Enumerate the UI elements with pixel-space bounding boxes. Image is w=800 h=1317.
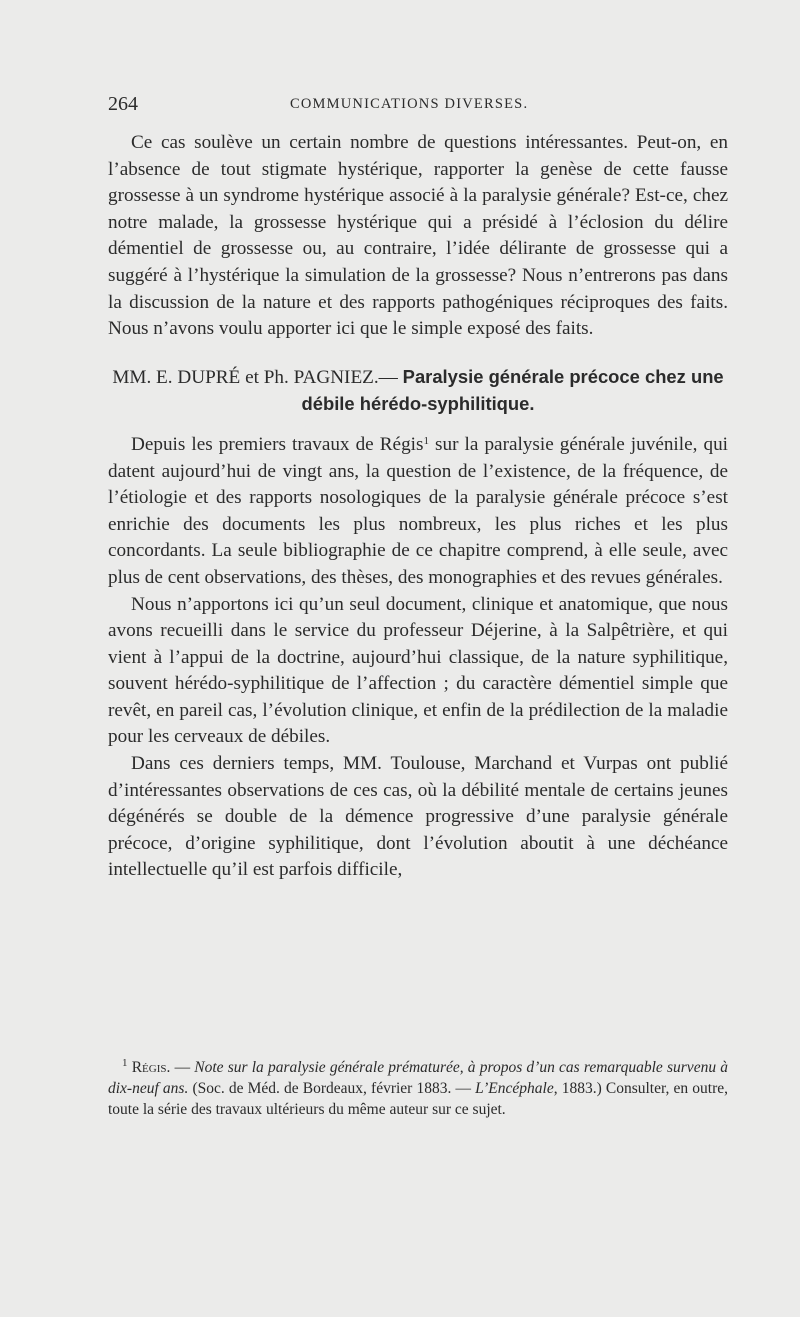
paragraph-1: Ce cas soulève un certain nombre de questions intéressantes. Peut-on, en l’absence de tout stigmate hystérique, rapporter la genèse de cette fausse grossesse à un syndrome hystérique associé à la paralysie générale? Est-ce, chez notre malade, la grossesse hystérique qui a présidé à l’éclosion du délire démentiel de grossesse ou, au contraire, l’idée délirante de grossesse qui a suggéré à l’hystérique la simulation de la grossesse? Nous n’entrerons pas dans la discussion de la nature et des rapports pathogéniques réciproques des faits. Nous n’avons voulu apporter ici que le simple exposé des faits. — [108, 132, 728, 340]
footnote — [108, 1058, 728, 1120]
article-authors: MM. E. DUPRÉ et Ph. PAGNIEZ.— — [112, 366, 403, 388]
paragraph-2-text-b: sur la paralysie générale juvénile, qui datent aujourd’hui de vingt ans, la question de l’existence, de la fréquence, de l’étiologie et des rapports nosologiques de la paralysie générale précoce s’est enrichie des documents les plus nombreux, les plus riches et les plus concordants. La seule bibliographie de ce chapitre comprend, à elle seule, avec plus de cent observations, des thèses, des monographies et des revues générales. — [108, 433, 728, 588]
footnote-ref-2: , 1883.) Consulter, en outre, toute la série des travaux ultérieurs du même auteur sur ce sujet. — [108, 1079, 728, 1118]
footnote-title: Note sur la paralysie générale prématurée, à propos d’un cas remarquable survenu à dix-neuf ans. — [108, 1059, 729, 1097]
main-text — [108, 130, 728, 884]
article-heading — [108, 364, 728, 419]
footnote-text — [108, 1058, 728, 1120]
article-title: Paralysie générale précoce chez une débile hérédo-syphilitique. — [301, 365, 724, 415]
footnote-journal: L’Encéphale — [475, 1079, 554, 1097]
paragraph-2 — [108, 432, 728, 592]
paragraph-4: Dans ces derniers temps, MM. Toulouse, Marchand et Vurpas ont publié d’intéressantes observations de ces cas, où la débilité mentale de certains jeunes dégénérés se double de la démence progressive d’une paralysie générale précoce, d’origine syphilitique, dont l’évolution aboutit à une déchéance intellectuelle qu’il est parfois difficile, — [108, 753, 728, 881]
paragraph-3: Nous n’apportons ici qu’un seul document, clinique et anatomique, que nous avons recueilli dans le service du professeur Déjerine, à la Salpêtrière, et qui vient à l’appui de la doctrine, aujourd’hui classique, de la nature syphilitique, souvent hérédo-syphilitique de l’affection ; du caractère démentiel simple que revêt, en pareil cas, l’évolution clinique, et enfin de la prédilection de la maladie pour les cerveaux de débiles. — [108, 593, 728, 748]
paragraph-2-text-a: Depuis les premiers travaux de Régis — [131, 433, 424, 455]
footnote-mark: 1 — [122, 1057, 128, 1069]
page-header — [108, 93, 728, 115]
footnote-dash: — — [170, 1059, 195, 1076]
footnote-reference: 1 — [423, 434, 429, 447]
running-head: COMMUNICATIONS DIVERSES. — [290, 96, 529, 112]
footnote-author: Régis. — [131, 1059, 171, 1076]
footnote-ref-1: (Soc. de Méd. de Bordeaux, février 1883. — — [188, 1079, 476, 1097]
page-number: 264 — [108, 93, 138, 115]
